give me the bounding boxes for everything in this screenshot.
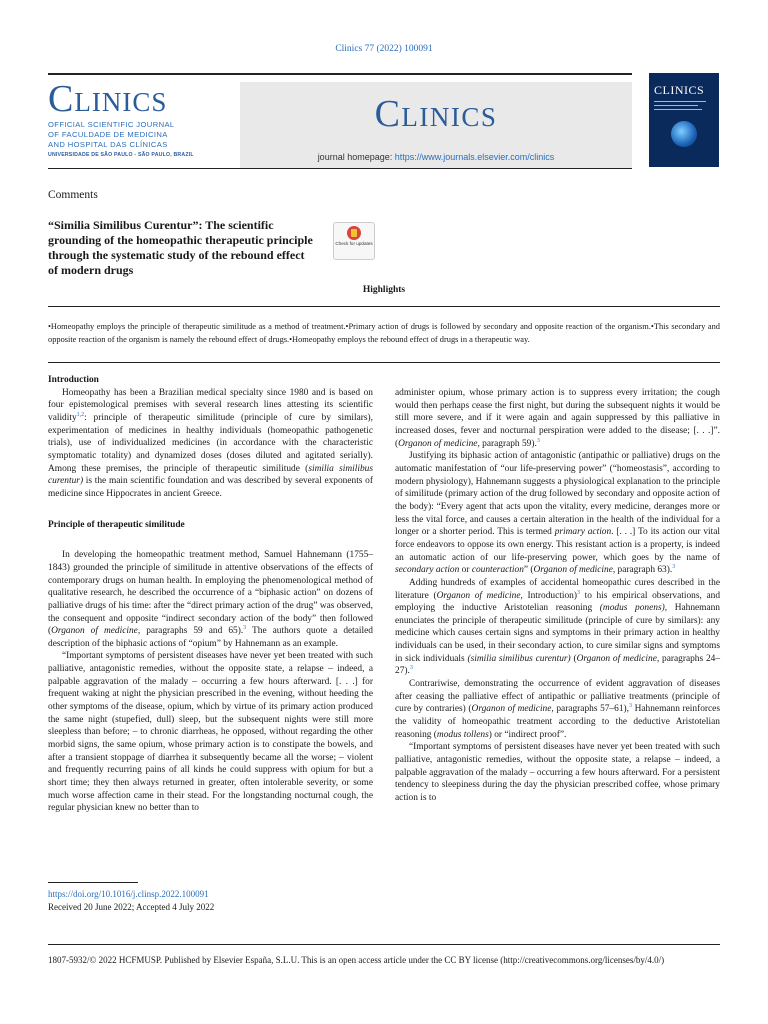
cover-line [654,101,706,102]
text-run: The authors quote a detailed description of the biphasic actions of “opium” by Hahnemann as an example. [48,626,373,649]
banner-rule [48,168,632,169]
journal-citation[interactable]: Clinics 77 (2022) 100091 [335,44,433,54]
text-run: , Hahnemann enunciates the principle of therapeutic similitude (principle of cure by similars): any medicine which causes certain signs and symptoms in their primary action in healthy individuals can be used, in their secondary action, to cure similar signs and symptoms in sick individuals [395,603,720,664]
italic-run: similia similibus curentur) [48,463,373,487]
text-run: or [459,565,472,576]
text-run: ( [570,653,577,664]
italic-run: Organon of medicine [576,653,657,664]
paragraph: “Important symptoms of persistent diseases have never yet been treated with such palliative, antagonistic remedies, without the opposite state, a relapse – indeed, a palpable aggravation of the malady – occurring a few hours afterward. [. . .] for frequent waking at night the physician prescribed in the evening, without heeding the other symptoms of the disease, opium, which by virtue of its primary action produced the same night (stupefied, dull) sleep, but the subsequent nights were still more sleepless than before; – to chronic diarrheas, he opposed, without regarding the other morbid signs, the same opium, whose primary action is to constipate the bowels, and after a transient stoppage of diarrhea it subsequently became all the worse; – violent and frequently recurring pains of all kinds he could suppress with opium for but a short time; they then always returned in greater, often intolerable severity, or some much worse affection came in their stead. For the longstanding nocturnal cough, the regular physician knew no better than to [48,651,373,814]
license-text: 1807-5932/© 2022 HCFMUSP. Published by Elsevier España, S.L.U. This is an open access article under the CC BY license (http://creativecommons.org/licenses/by/4.0/) [48,955,665,965]
cover-line [654,105,698,106]
citation-link[interactable]: 3 [409,665,413,672]
text-run: administer opium, whose primary action is to suppress every irritation; the cough would then perhaps cease the first night, but during the subsequent nights it would be still more severe, and if it were again and again suppressed by this palliative in increased doses, fever and nocturnal perspiration were added to the disease; [. . .]”. ( [395,388,720,449]
highlights-heading: Highlights [362,285,406,295]
text-run: Homeopathy has been a Brazilian medical specialty since 1980 and is based on four epistemological premises with several research lines attesting its scientific validity [48,387,373,423]
text-run: Adding hundreds of examples of accidental homeopathic cures described in the literature ( [395,577,720,601]
text-run: , paragraphs 24–27). [395,653,721,677]
section-label: Comments [48,189,98,201]
text-run: paragraph 63). [615,565,673,576]
text-run: paragraphs 59 and 65). [140,626,244,637]
paragraph [395,678,720,741]
text-run: Justifying its biphasic action of antagonistic (antipathic or palliative) drugs on the automatic manifestation of “our life-preserving power” (“homeostasis”, according to modern physiology), Hahnemann suggests a physiological explanation to the principle of similitude (primary action of the drug followed by secondary and opposite action of the body): “Every agent that acts upon the vitality, every medicine, deranges more or less the vital force, and causes a certain alteration in the health of the individual for a longer or a shorter period. This is termed [395,451,720,538]
italic-run: Organon of medicine, [471,704,554,715]
citation-link[interactable]: 3 [672,564,676,571]
italic-run: counteraction [471,565,524,576]
banner-title: Clinics [374,93,498,135]
citation-link[interactable]: 1,2 [76,411,85,418]
text-run: Contrariwise, demonstrating the occurrence of evident aggravation of diseases after ceasing the palliative effect of antipathic or palliative treatments (principle of cure by contraries) ( [395,679,720,715]
citation-link[interactable]: 3 [629,703,632,710]
journal-cover-image[interactable] [649,73,719,167]
section-heading-similitude: Principle of therapeutic similitude [48,519,185,530]
header-rule [48,73,632,75]
italic-run: (modus ponens) [599,603,665,614]
italic-run: primary action [554,527,612,538]
logo-university: UNIVERSIDADE DE SÃO PAULO - SÃO PAULO, BRAZIL [48,152,194,158]
italic-run: Organon of medicine [436,590,521,601]
body-column-left [48,374,373,815]
highlights-rule-top [48,306,720,307]
citation-link[interactable]: 3 [536,437,540,444]
text-run: paragraph 59). [479,438,537,449]
text-run: is the main scientific foundation and was described by several exponents of medicine since Hippocrates in ancient Greece. [48,476,373,499]
paragraph [48,549,373,650]
article-title: “Similia Similibus Curentur”: The scientific grounding of the homeopathic therapeutic principle through the systematic study of the rebound effect of modern drugs [48,218,313,277]
citation-link[interactable]: 3 [576,589,580,596]
text-run: : principle of therapeutic similitude (principle of cure by similars), experimentation of medicines in healthy individuals (homeopathic pathogenetic trials), use of individualized medicines (in accordance with the characteristic symptomatic totality) and dynamized doses (doses diluted and agitated serially). Among these premises, the principle of therapeutic similitude ( [48,412,373,474]
text-run: ) or “indirect proof”. [488,729,567,740]
italic-run: Organon of medicine, [398,438,480,449]
cover-line [654,109,702,110]
paragraph: “Important symptoms of persistent diseases have never yet been treated with such palliative, antagonistic remedies, without the opposite state, a relapse – indeed, a palpable aggravation of the malady – occurring a few hours afterward. For a persistent tendency to sleepiness during the day the physician prescribed coffee, whose primary action is to [395,742,720,803]
highlights-rule-bottom [48,362,720,363]
received-dates: Received 20 June 2022; Accepted 4 July 2022 [48,902,215,912]
journal-banner [240,82,632,168]
text-run: paragraphs 57–61), [553,704,629,715]
text-run: ” ( [523,565,534,576]
section-heading-introduction: Introduction [48,375,99,385]
text-run: , Introduction) [520,590,577,601]
italic-run: Organon of medicine, [51,626,141,637]
logo-line-3: AND HOSPITAL DAS CLÍNICAS [48,140,168,149]
journal-homepage [240,152,632,162]
license-rule [48,944,720,945]
highlights-text: •Homeopathy employs the principle of therapeutic similitude as a method of treatment.•Primary action of drugs is followed by secondary and opposite reaction of the organism.•This secondary and opposite reaction of the organism is namely the rebound effect of drugs.•Homeopathy employs the rebound effect of drugs in a therapeutic way. [48,322,720,344]
check-updates-label: Check for updates [335,241,373,246]
paragraph [395,577,720,678]
italic-run: (similia similibus curentur) [467,653,571,664]
check-for-updates-button[interactable] [333,222,375,260]
paragraph [395,387,720,450]
homepage-label: journal homepage: [317,152,395,162]
paragraph [48,387,373,501]
italic-run: modus tollens [436,729,489,740]
check-updates-icon [347,226,361,240]
italic-run: Organon of medicine, [533,565,616,576]
logo-line-1: OFFICIAL SCIENTIFIC JOURNAL [48,120,175,129]
body-column-right [395,387,720,805]
doi-link[interactable]: https://doi.org/10.1016/j.clinsp.2022.100091 [48,889,209,899]
logo-wordmark: Clinics [48,78,168,120]
footnote-rule [48,882,138,883]
text-run: . [. . .] To its action our vital force endeavors to oppose its own energy. This resistant action is a property, is indeed an automatic action of our life-preserving power, which goes by the name of [395,527,720,563]
cover-globe-icon [671,121,697,147]
cover-title: CLINICS [654,83,705,97]
text-run: to his empirical observations, and employing the inductive Aristotelian reasoning [395,590,721,614]
italic-run: secondary action [395,565,460,576]
text-run: In developing the homeopathic treatment method, Samuel Hahnemann (1755–1843) grounded the principle of similitude in attentive observations of the effects of contemporary drugs on human health. In employing the phenomenological method of qualitative research, he described the occurrence of a “biphasic action” on dozens of palliative drugs of his time: after the “direct primary action of the drug” was observed, the consequent and opposite “indirect secondary action of the body” then followed ( [48,550,373,637]
clinics-logo [48,78,238,160]
text-run: Hahnemann reinforces the validity of homeopathic treatment according to the deductive Aristotelian reasoning ( [395,704,720,740]
citation-link[interactable]: 3 [243,625,247,632]
logo-line-2: OF FACULDADE DE MEDICINA [48,130,168,139]
homepage-link[interactable]: https://www.journals.elsevier.com/clinics [394,152,555,162]
paragraph [395,450,720,577]
